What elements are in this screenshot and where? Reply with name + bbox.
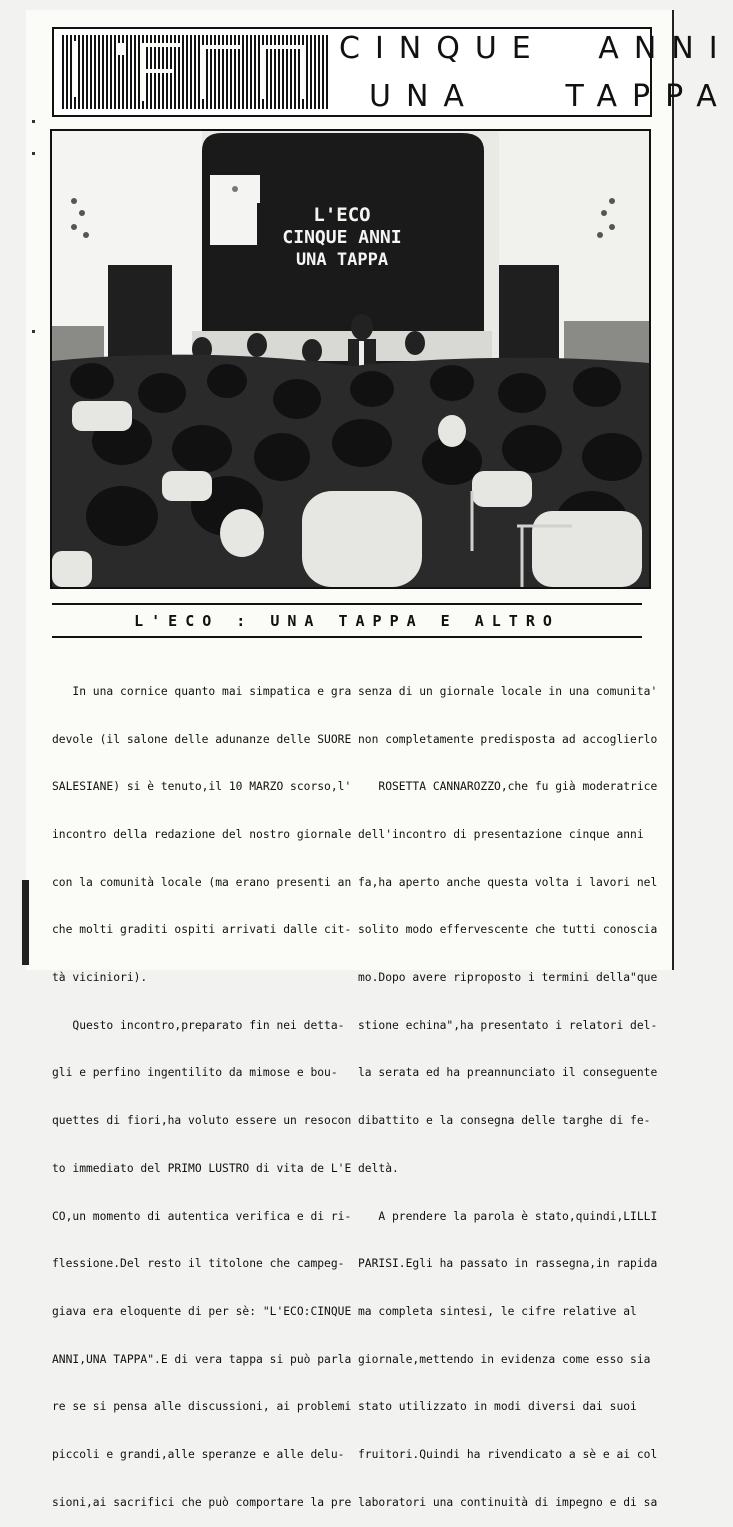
text-line: SALESIANE) si è tenuto,il 10 MARZO scorso,l'	[52, 780, 352, 794]
scan-mark	[32, 152, 35, 155]
text-line: ROSETTA CANNAROZZO,che fu già moderatrice	[358, 780, 658, 794]
text-line: dibattito e la consegna delle targhe di fe-	[358, 1114, 651, 1128]
masthead-title-line1: CINQUE ANNI	[339, 31, 733, 66]
text-line: gli e perfino ingentilito da mimose e bou-	[52, 1066, 338, 1080]
text-line: piccoli e grandi,alle speranze e alle delu-	[52, 1448, 345, 1462]
text-line: A prendere la parola è stato,quindi,LILLI	[358, 1209, 658, 1223]
text-line: tà viciniori).	[52, 971, 148, 985]
text-line: senza di un giornale locale in una comunita'	[358, 684, 658, 698]
text-line: fruitori.Quindi ha rivendicato a sè e ai col	[358, 1448, 658, 1462]
logo-icon	[62, 35, 328, 109]
text-line: devole (il salone delle adunanze delle SUORE	[52, 732, 352, 746]
text-line: sioni,ai sacrifici che può comportare la pre	[52, 1495, 352, 1509]
audience-photo-image	[52, 131, 649, 587]
text-line: ANNI,UNA TAPPA".E di vera tappa si può parla	[52, 1352, 352, 1366]
text-line: dell'incontro di presentazione cinque anni	[358, 827, 644, 841]
masthead	[52, 27, 733, 117]
text-line: quettes di fiori,ha voluto essere un resocon	[52, 1114, 352, 1128]
text-line: mo.Dopo avere riproposto i termini della"que	[358, 971, 658, 985]
text-line: fa,ha aperto anche questa volta i lavori nel	[358, 875, 658, 889]
text-line: stato utilizzato in modi diversi dai suoi	[358, 1400, 637, 1414]
text-line: che molti graditi ospiti arrivati dalle cit-	[52, 923, 352, 937]
banner-line-1: L'ECO	[313, 204, 371, 226]
heading-rule-top	[52, 603, 642, 605]
scan-mark	[32, 330, 35, 333]
scan-mark	[32, 120, 35, 123]
text-line: ma completa sintesi, le cifre relative al	[358, 1304, 637, 1318]
event-photo	[50, 129, 651, 589]
text-line: stione echina",ha presentato i relatori del-	[358, 1018, 658, 1032]
masthead-title-line2: UNA TAPPA	[369, 79, 732, 114]
banner-line-2: CINQUE ANNI	[282, 227, 402, 248]
text-line: solito modo effervescente che tutti conoscia	[358, 923, 658, 937]
binding-edge	[22, 880, 29, 965]
text-line: to immediato del PRIMO LUSTRO di vita de L'E	[52, 1161, 352, 1175]
text-line: re se si pensa alle discussioni, ai problemi	[52, 1400, 352, 1414]
section-title: L'ECO : UNA TAPPA E ALTRO	[134, 612, 560, 630]
text-line: CO,un momento di autentica verifica e di ri-	[52, 1209, 352, 1223]
text-line: con la comunità locale (ma erano presenti an	[52, 875, 352, 889]
heading-rule-bottom	[52, 636, 642, 638]
article-right-column	[358, 652, 658, 1527]
text-line: Questo incontro,preparato fin nei detta-	[52, 1018, 345, 1032]
text-line: la serata ed ha preannunciato il conseguente	[358, 1066, 658, 1080]
text-line: giornale,mettendo in evidenza come esso sia	[358, 1352, 651, 1366]
text-line: giava era eloquente di per sè: "L'ECO:CINQUE	[52, 1304, 352, 1318]
article-left-column	[52, 652, 352, 1527]
text-line: In una cornice quanto mai simpatica e gra	[52, 684, 352, 698]
text-line: non completamente predisposta ad accoglierlo	[358, 732, 658, 746]
text-line: deltà.	[358, 1161, 399, 1175]
text-line: incontro della redazione del nostro giornale	[52, 827, 352, 841]
banner-line-3: UNA TAPPA	[295, 250, 389, 270]
text-line: flessione.Del resto il titolone che campeg-	[52, 1257, 345, 1271]
text-line: laboratori una continuità di impegno e di sa	[358, 1495, 658, 1509]
text-line: PARISI.Egli ha passato in rassegna,in rapida	[358, 1257, 658, 1271]
